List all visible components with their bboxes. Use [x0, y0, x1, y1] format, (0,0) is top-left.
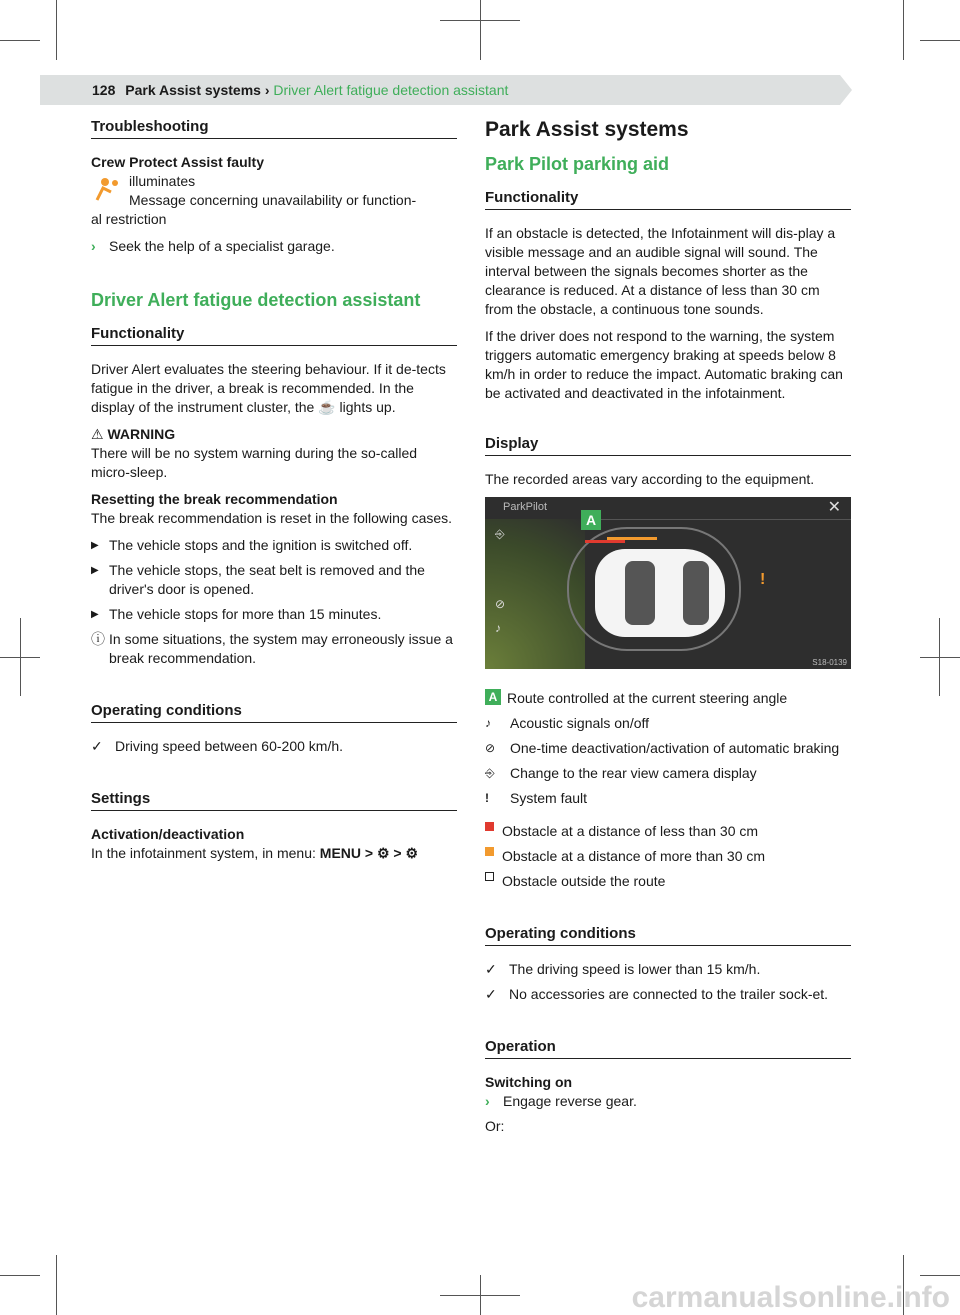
screen-title: ParkPilot	[503, 501, 548, 513]
breadcrumb-subsection[interactable]: Driver Alert fatigue detection assistant	[273, 82, 509, 98]
condition-item	[485, 985, 851, 1004]
legend-text: Obstacle at a distance of less than 30 cm	[502, 823, 759, 839]
legend-text: One-time deactivation/activation of automatic braking	[510, 740, 840, 756]
park-pilot-heading: Park Pilot parking aid	[485, 154, 670, 174]
legend-text: Route controlled at the current steering angle	[507, 690, 788, 706]
operation-text: Engage reverse gear.	[503, 1093, 637, 1109]
crop-mark	[56, 0, 57, 60]
route-a-icon: A	[485, 689, 501, 705]
condition-item	[485, 960, 851, 979]
settings-text	[91, 844, 457, 863]
right-column	[485, 118, 851, 1144]
menu-path: MENU > ⚙ > ⚙	[319, 845, 419, 861]
crop-mark	[920, 1275, 960, 1276]
chevron-right-icon: ›	[485, 1093, 490, 1109]
legend-text: Obstacle outside the route	[502, 873, 666, 889]
figure-code: S18-0139	[812, 658, 847, 667]
crop-mark	[920, 657, 960, 658]
fault-line-1: illuminates	[129, 173, 196, 189]
troubleshooting-heading: Troubleshooting	[91, 118, 457, 139]
obstacle-far-bar	[607, 537, 657, 540]
crop-mark	[480, 0, 481, 60]
legend-item	[485, 764, 851, 783]
condition-text: Driving speed between 60-200 km/h.	[115, 738, 344, 754]
warning-block	[91, 425, 457, 444]
checkmark-icon: ✓	[485, 961, 497, 977]
crop-mark	[903, 0, 904, 60]
crop-mark	[0, 40, 40, 41]
crew-protect-icon	[91, 172, 129, 210]
speaker-icon: ♪	[485, 716, 491, 730]
warning-text: There will be no system warning during the so-called micro-sleep.	[91, 445, 418, 480]
bullet-triangle-icon: ▶	[91, 565, 99, 576]
operating-conditions-heading: Operating conditions	[485, 925, 851, 946]
color-legend-item	[485, 822, 851, 841]
car-window	[683, 561, 709, 625]
note-text: In some situations, the system may erroneously issue a break recommendation.	[109, 631, 453, 666]
driver-alert-heading: Driver Alert fatigue detection assistant	[91, 290, 421, 310]
condition-text: The driving speed is lower than 15 km/h.	[509, 961, 761, 977]
legend-item	[485, 739, 851, 758]
braking-icon: ⊘	[485, 741, 496, 755]
white-square-icon	[485, 872, 494, 881]
warning-triangle-icon: ⚠	[91, 426, 104, 442]
red-square-icon	[485, 822, 494, 831]
fault-line-3: al restriction	[91, 211, 167, 227]
list-item	[91, 605, 457, 624]
legend-text: Obstacle at a distance of more than 30 cm	[502, 848, 766, 864]
reset-title: Resetting the break recommendation	[91, 491, 338, 507]
legend-text: System fault	[510, 790, 588, 806]
settings-instruction: In the infotainment system, in menu:	[91, 845, 316, 861]
camera-icon: ⎆	[485, 766, 495, 780]
fault-line-2: Message concerning unavailability or function-	[129, 192, 417, 208]
action-item	[91, 237, 457, 256]
fault-block	[91, 172, 457, 210]
park-assist-title: Park Assist systems	[485, 118, 689, 141]
chevron-right-icon: ›	[91, 238, 96, 254]
crop-mark	[0, 1275, 40, 1276]
system-fault-icon: !	[760, 571, 766, 588]
legend-text: Acoustic signals on/off	[510, 715, 650, 731]
legend-item	[485, 789, 851, 808]
condition-item	[91, 737, 457, 756]
display-text: The recorded areas vary according to the equipment.	[485, 471, 815, 487]
action-text: Seek the help of a specialist garage.	[109, 238, 335, 254]
page-number: 128	[92, 82, 116, 98]
braking-icon[interactable]: ⊘	[495, 597, 506, 611]
bullet-triangle-icon: ▶	[91, 540, 99, 551]
breadcrumb	[92, 82, 508, 98]
functionality-heading: Functionality	[485, 189, 851, 210]
legend-text: Change to the rear view camera display	[510, 765, 757, 781]
warning-title: WARNING	[107, 426, 176, 442]
display-heading: Display	[485, 435, 851, 456]
driver-alert-paragraph: Driver Alert evaluates the steering behaviour. If it de-tects fatigue in the driver, a break is recommended. In the display of the instrument cluster, the ☕ lights up.	[91, 361, 446, 415]
reset-text: The break recommendation is reset in the following cases.	[91, 510, 453, 526]
list-item	[91, 561, 457, 599]
park-pilot-screen	[485, 497, 851, 669]
page-header-arrow	[840, 75, 852, 105]
camera-icon[interactable]: ⎆	[495, 527, 505, 541]
operation-heading: Operation	[485, 1038, 851, 1059]
close-icon[interactable]: ✕	[827, 499, 841, 516]
crop-mark	[56, 1255, 57, 1315]
settings-subtitle: Activation/deactivation	[91, 826, 245, 842]
obstacle-near-bar	[585, 540, 625, 543]
warning-icon: !	[485, 791, 489, 805]
bullet-triangle-icon: ▶	[91, 609, 99, 620]
list-item	[91, 536, 457, 555]
fault-title: Crew Protect Assist faulty	[91, 154, 264, 170]
functionality-paragraph-1: If an obstacle is detected, the Infotainment will dis-play a visible message and an audible signal will sound. The interval between the signals becomes shorter as the clearance is reduced. At a distance of less than 30 cm from the obstacle, a continuous tone sounds.	[485, 225, 836, 317]
color-legend-item	[485, 847, 851, 866]
car-window	[625, 561, 655, 625]
watermark: carmanualsonline.info	[631, 1281, 950, 1314]
crop-mark	[939, 618, 940, 696]
legend-item	[485, 714, 851, 733]
switch-on-title: Switching on	[485, 1074, 573, 1090]
speaker-icon[interactable]: ♪	[495, 621, 501, 635]
checkmark-icon: ✓	[91, 738, 103, 754]
list-item-text: The vehicle stops for more than 15 minutes.	[109, 606, 382, 622]
crop-mark	[20, 618, 21, 696]
operation-item	[485, 1092, 851, 1111]
legend-item	[485, 689, 851, 708]
orange-square-icon	[485, 847, 494, 856]
functionality-paragraph-2: If the driver does not respond to the warning, the system triggers automatic emergency braking at speeds below 8 km/h in order to reduce the impact. Automatic braking can be activated and deactivated in the infotainment.	[485, 328, 843, 401]
checkmark-icon: ✓	[485, 986, 497, 1002]
list-item-text: The vehicle stops and the ignition is switched off.	[109, 537, 413, 553]
note-icon: ⓘ	[91, 631, 105, 647]
breadcrumb-section: Park Assist systems ›	[125, 82, 270, 98]
route-label-a: A	[581, 510, 601, 530]
settings-heading: Settings	[91, 790, 457, 811]
functionality-heading: Functionality	[91, 325, 457, 346]
condition-text: No accessories are connected to the trailer sock-et.	[509, 986, 829, 1002]
crop-mark	[920, 40, 960, 41]
note-block	[91, 630, 457, 668]
operating-conditions-heading: Operating conditions	[91, 702, 457, 723]
left-column	[91, 118, 457, 871]
or-text: Or:	[485, 1118, 505, 1134]
color-legend-item	[485, 872, 851, 891]
crop-mark	[480, 1275, 481, 1315]
list-item-text: The vehicle stops, the seat belt is removed and the driver's door is opened.	[109, 562, 425, 597]
